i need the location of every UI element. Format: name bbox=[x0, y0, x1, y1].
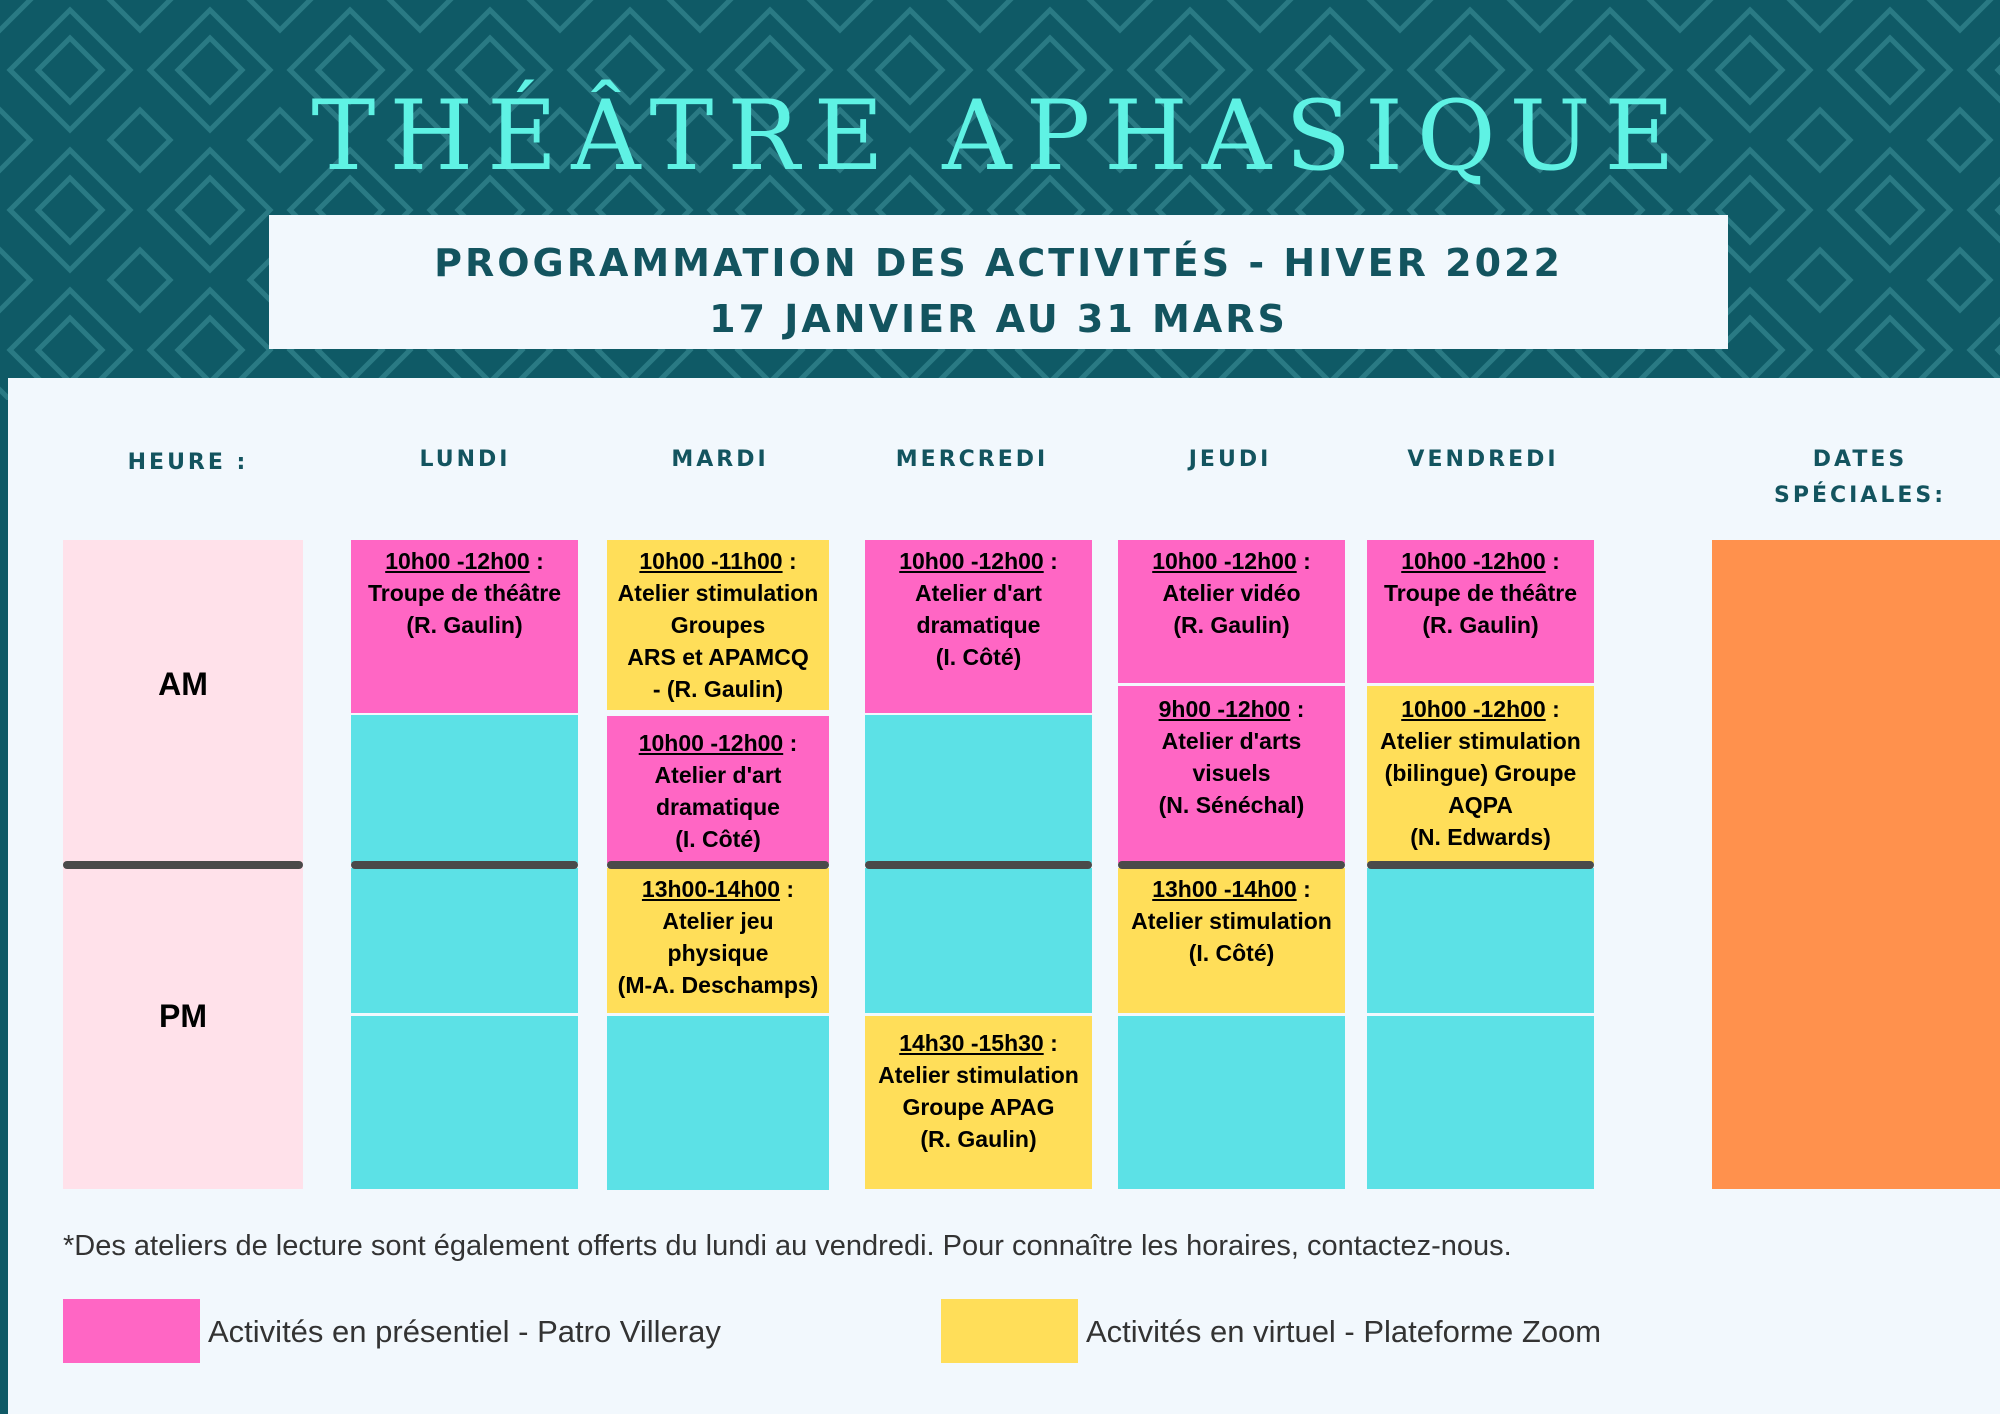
column-vendredi: VENDREDI bbox=[1407, 447, 1559, 472]
event-lundi-am: 10h00 -12h00 : Troupe de théâtre (R. Gaulin) bbox=[368, 548, 561, 638]
mercredi-pm-empty-slot bbox=[865, 868, 1092, 1013]
event-time: 10h00 -12h00 bbox=[385, 548, 530, 574]
am-pm-divider bbox=[63, 861, 303, 869]
lundi-pm-empty-slot bbox=[351, 1016, 578, 1189]
subtitle-program: PROGRAMMATION DES ACTIVITÉS - HIVER 2022 bbox=[434, 241, 1563, 285]
am-pm-divider bbox=[607, 861, 829, 869]
column-jeudi: JEUDI bbox=[1188, 447, 1272, 472]
vendredi-pm-empty-slot bbox=[1367, 868, 1594, 1013]
column-lundi: LUNDI bbox=[419, 447, 511, 472]
vendredi-pm-empty-slot bbox=[1367, 1016, 1594, 1189]
column-dates-line2: SPÉCIALES: bbox=[1773, 483, 1947, 508]
mardi-pm-empty-slot bbox=[607, 1016, 829, 1190]
period-am: AM bbox=[158, 666, 208, 702]
event-mardi-am2: 10h00 -12h00 : Atelier d'art dramatique (I. Côté) bbox=[638, 730, 798, 852]
mercredi-am-empty-slot bbox=[865, 715, 1092, 863]
page-title: THÉÂTRE APHASIQUE bbox=[311, 80, 1689, 192]
column-mercredi: MERCREDI bbox=[895, 447, 1049, 472]
event-vendredi-am2: 10h00 -12h00 : Atelier stimulation (bilingue) Groupe AQPA (N. Edwards) bbox=[1380, 696, 1581, 850]
subtitle-dates: 17 JANVIER AU 31 MARS bbox=[709, 297, 1288, 341]
legend-virtuel: Activités en virtuel - Plateforme Zoom bbox=[1086, 1314, 1602, 1349]
legend-swatch-virtuel bbox=[941, 1299, 1078, 1363]
legend-presentiel: Activités en présentiel - Patro Villeray bbox=[208, 1314, 721, 1349]
column-heure: HEURE : bbox=[127, 450, 249, 475]
reading-workshops-note: *Des ateliers de lecture sont également offerts du lundi au vendredi. Pour connaître les horaires, contactez-nous. bbox=[63, 1230, 1512, 1262]
event-mardi-am1: 10h00 -11h00 : Atelier stimulation Groupes ARS et APAMCQ - (R. Gaulin) bbox=[617, 548, 819, 702]
jeudi-pm-empty-slot bbox=[1118, 1016, 1345, 1189]
column-dates-line1: DATES bbox=[1812, 447, 1908, 472]
lundi-pm-empty-slot bbox=[351, 868, 578, 1013]
event-mercredi-am: 10h00 -12h00 : Atelier d'art dramatique (I. Côté) bbox=[899, 548, 1058, 670]
period-pm: PM bbox=[159, 998, 207, 1034]
am-pm-divider bbox=[865, 861, 1092, 869]
am-pm-divider bbox=[351, 861, 578, 869]
subtitle-box bbox=[269, 215, 1728, 349]
legend-swatch-presentiel bbox=[63, 1299, 200, 1363]
event-jeudi-am2: 9h00 -12h00 : Atelier d'arts visuels (N. Sénéchal) bbox=[1158, 696, 1305, 818]
event-vendredi-am1: 10h00 -12h00 : Troupe de théâtre (R. Gaulin) bbox=[1384, 548, 1577, 638]
am-pm-divider bbox=[1118, 861, 1345, 869]
event-jeudi-pm: 13h00 -14h00 : Atelier stimulation (I. Côté) bbox=[1131, 876, 1332, 966]
lundi-am-empty-slot bbox=[351, 715, 578, 863]
column-mardi: MARDI bbox=[671, 447, 769, 472]
special-dates-block bbox=[1712, 540, 2000, 1189]
event-jeudi-am1: 10h00 -12h00 : Atelier vidéo (R. Gaulin) bbox=[1152, 548, 1311, 638]
am-pm-divider bbox=[1367, 861, 1594, 869]
column-dates-speciales bbox=[1740, 442, 1980, 514]
event-mardi-pm: 13h00-14h00 : Atelier jeu physique (M-A. Deschamps) bbox=[617, 876, 819, 998]
event-mercredi-pm: 14h30 -15h30 : Atelier stimulation Groupe APAG (R. Gaulin) bbox=[878, 1030, 1079, 1152]
